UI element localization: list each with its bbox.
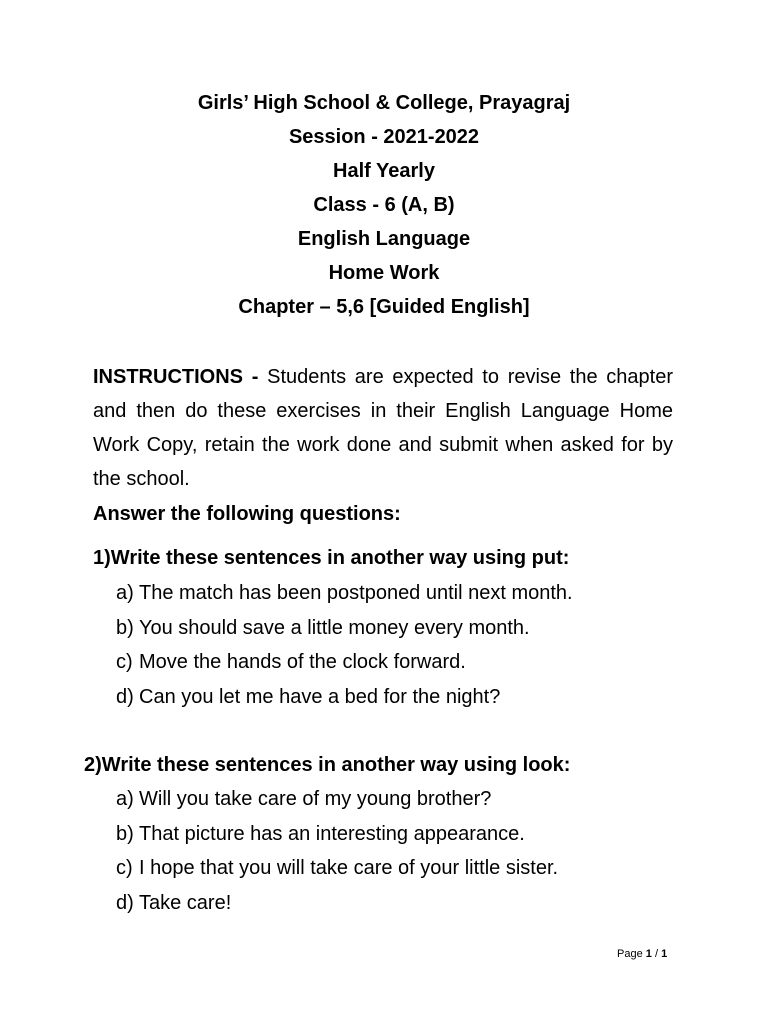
page-separator: / [654, 948, 659, 960]
item-text: You should save a little money every month. [139, 616, 530, 639]
list-item [116, 782, 558, 817]
session-line: Session - 2021-2022 [288, 126, 480, 148]
list-item [116, 611, 573, 646]
list-item [116, 645, 573, 680]
item-text: I hope that you will take care of your little sister. [139, 857, 559, 879]
list-item [116, 886, 558, 921]
item-letter: c) [116, 857, 133, 879]
page-total: 1 [661, 948, 668, 960]
item-letter: a) [116, 788, 134, 810]
list-item [116, 851, 558, 886]
question-number: 2) [84, 754, 102, 776]
school-name: Girls’ High School & College, Prayagraj [197, 92, 571, 114]
class-line: Class - 6 (A, B) [313, 194, 455, 216]
item-letter: b) [116, 616, 134, 639]
instructions [93, 360, 673, 496]
exam-line: Half Yearly [333, 160, 435, 182]
question-2-items [116, 782, 558, 920]
subject-line: English Language [297, 228, 471, 250]
item-text: Take care! [139, 891, 232, 914]
question-number: 1) [93, 547, 111, 569]
list-item [116, 576, 573, 611]
question-text: Write these sentences in another way using look: [101, 754, 571, 776]
item-text: Move the hands of the clock forward. [139, 651, 466, 673]
item-letter: b) [116, 822, 134, 845]
instructions-label: INSTRUCTIONS - [93, 366, 259, 388]
page-number [617, 948, 667, 960]
item-text: Can you let me have a bed for the night? [139, 685, 501, 708]
instructions-text: Students are expected to revise the chapter and then do these exercises in their English Language Home Work Copy, retain the work done and submit when asked for by the school. [93, 366, 674, 490]
question-1-items [116, 576, 573, 714]
item-text: The match has been postponed until next month. [139, 582, 573, 604]
item-text: That picture has an interesting appearance. [139, 822, 525, 845]
type-line: Home Work [328, 262, 440, 284]
page-label: Page [617, 948, 643, 960]
list-item [116, 680, 573, 715]
question-text: Write these sentences in another way using put: [110, 547, 570, 569]
list-item [116, 817, 558, 852]
question-2-title [84, 748, 570, 782]
item-letter: d) [116, 685, 134, 708]
answer-heading: Answer the following questions: [93, 503, 401, 525]
document-header [0, 86, 768, 324]
item-text: Will you take care of my young brother? [139, 788, 492, 810]
item-letter: a) [116, 582, 134, 604]
item-letter: d) [116, 891, 134, 914]
question-1-title [93, 541, 569, 575]
chapter-line: Chapter – 5,6 [Guided English] [238, 296, 530, 318]
item-letter: c) [116, 651, 133, 673]
page-current: 1 [645, 948, 652, 960]
